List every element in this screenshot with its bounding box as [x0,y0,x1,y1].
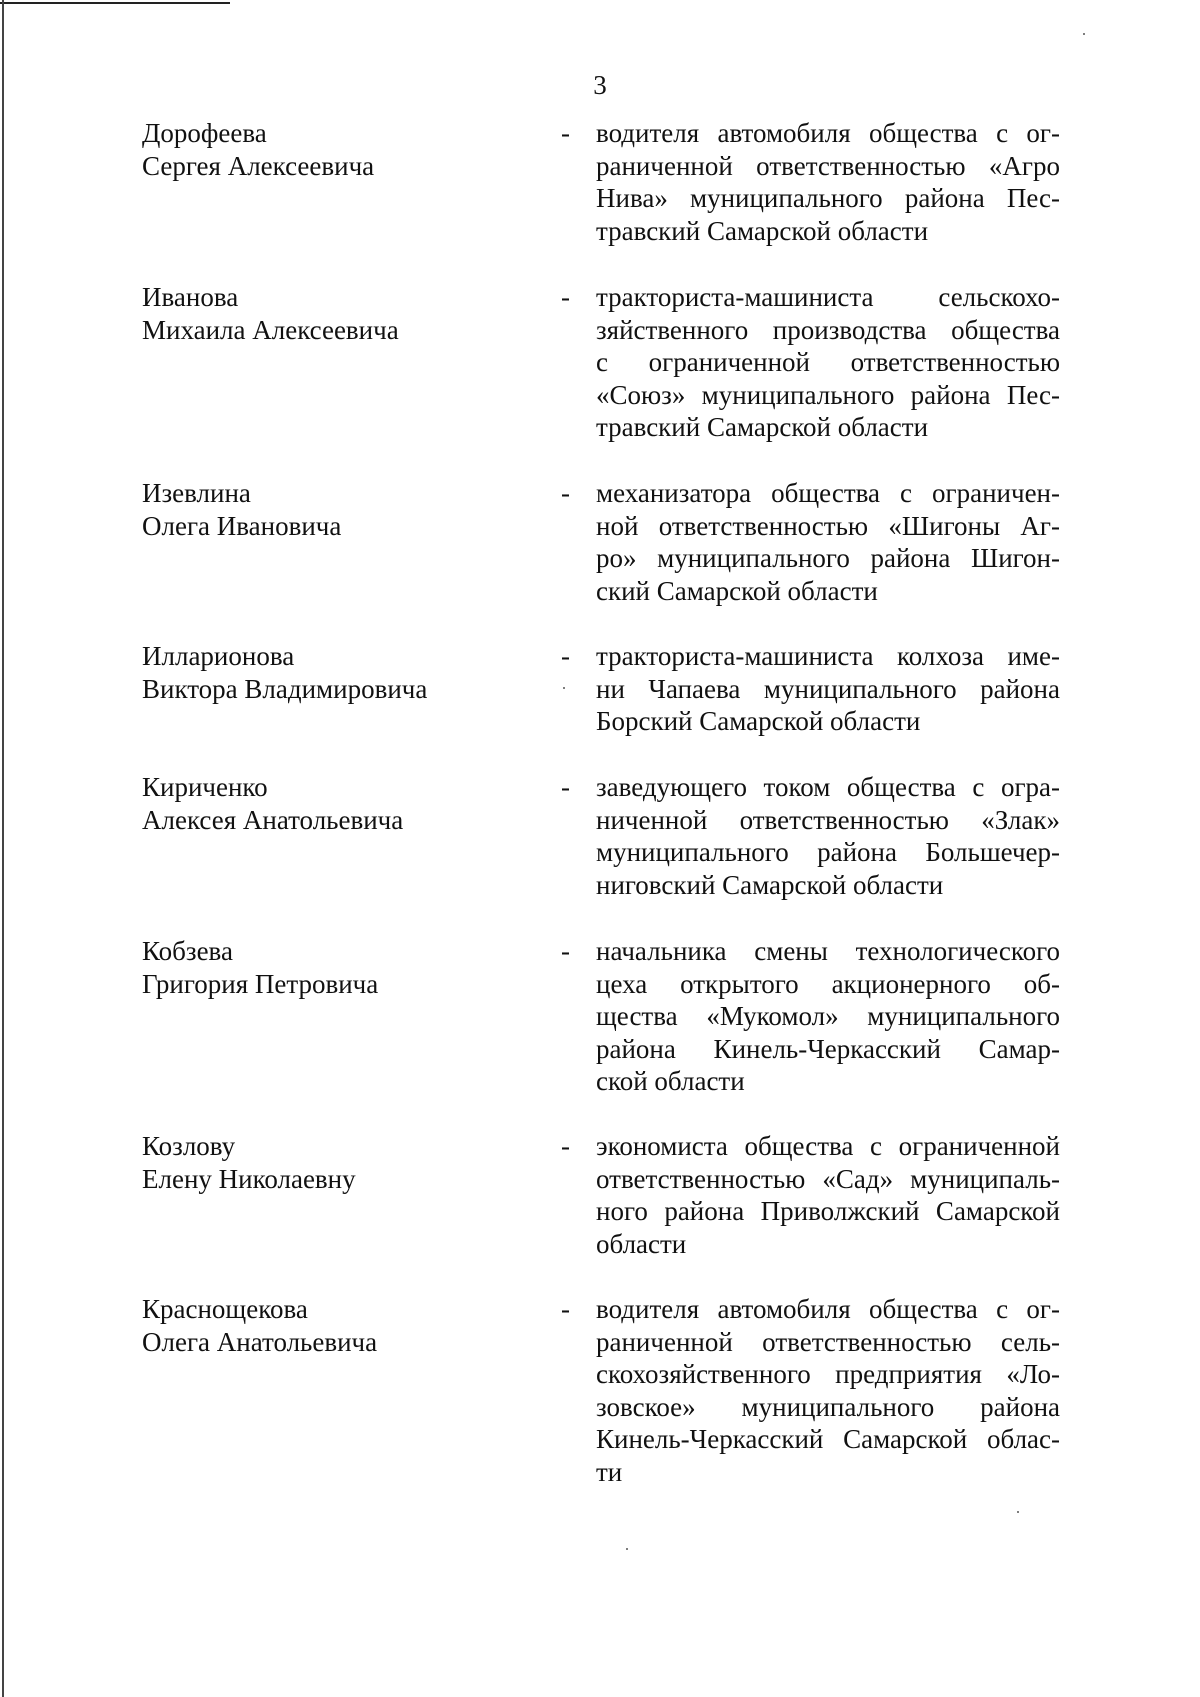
given-names: Олега Анатольевича [142,1326,378,1357]
scan-speck [1083,33,1085,35]
surname: Иванова [142,282,239,312]
scan-speck [563,687,565,689]
position-line: экономиста общества с ограниченной [596,1131,1060,1161]
position-line: «Союз» муниципального района Пес- [596,379,1060,410]
position-line: ниченной ответственностью «Злак» [596,804,1060,835]
dash-separator: - [561,772,570,802]
person-name [142,1130,542,1195]
given-names: Михаила Алексеевича [142,314,399,345]
position-line: тракториста-машиниста сельскохо- [596,282,1060,312]
given-names: Сергея Алексеевича [142,150,375,181]
dash-separator: - [561,1131,570,1161]
position-line: водителя автомобиля общества с ог- [596,118,1060,148]
surname: Илларионова [142,641,295,671]
position-line: травский Самарской области [596,412,929,442]
position-line: ский Самарской области [596,575,878,606]
position-line: с ограниченной ответственностью [596,347,1060,377]
person-name [142,771,542,836]
surname: Дорофеева [142,118,267,148]
position-line: тракториста-машиниста колхоза име- [596,641,1060,671]
dash-separator: - [561,936,570,966]
position-line: ниговский Самарской области [596,869,944,900]
given-names: Виктора Владимировича [142,673,428,704]
position-description [596,117,1060,247]
position-line: цеха открытого акционерного об- [596,968,1060,999]
position-line: ро» муниципального района Шигон- [596,543,1060,573]
scan-border-top [0,2,230,4]
position-line: Нива» муниципального района Пес- [596,183,1060,213]
position-line: механизатора общества с ограничен- [596,478,1060,508]
position-description [596,771,1060,901]
position-description [596,477,1060,607]
dash-separator: - [561,118,570,148]
position-line: щества «Мукомол» муниципального [596,1001,1060,1031]
surname: Краснощекова [142,1294,308,1324]
dash-separator: - [561,641,570,671]
position-line: раниченной ответственностью «Агро [596,150,1060,181]
surname: Кобзева [142,936,233,966]
given-names: Елену Николаевну [142,1163,356,1194]
dash-separator: - [561,282,570,312]
dash-separator: - [561,478,570,508]
person-name [142,1293,542,1358]
position-line: Борский Самарской области [596,706,921,736]
position-description [596,1293,1060,1488]
person-name [142,640,542,705]
position-line: ответственностью «Сад» муниципаль- [596,1163,1060,1194]
position-description [596,281,1060,444]
surname: Козлову [142,1131,236,1161]
position-line: муниципального района Большечер- [596,837,1060,867]
position-line: области [596,1228,687,1259]
position-line: Кинель-Черкасский Самарской облас- [596,1424,1060,1454]
position-line: зовское» муниципального района [596,1391,1060,1422]
position-line: ни Чапаева муниципального района [596,673,1060,704]
position-line: травский Самарской области [596,215,929,246]
position-description [596,640,1060,738]
surname: Кириченко [142,772,268,802]
position-line: скохозяйственного предприятия «Ло- [596,1359,1060,1389]
position-line: начальника смены технологического [596,936,1060,966]
surname: Изевлина [142,478,251,508]
position-line: зяйственного производства общества [596,314,1060,345]
person-name [142,935,542,1000]
given-names: Олега Ивановича [142,510,342,541]
person-name [142,281,542,346]
given-names: Алексея Анатольевича [142,804,404,835]
position-line: раниченной ответственностью сель- [596,1326,1060,1357]
dash-separator: - [561,1294,570,1324]
position-line: заведующего током общества с огра- [596,772,1060,802]
scan-speck [1017,1511,1019,1513]
position-line: ного района Приволжский Самарской [596,1196,1060,1226]
position-line: ти [596,1456,623,1487]
position-line: ной ответственностью «Шигоны Аг- [596,510,1060,541]
given-names: Григория Петровича [142,968,379,999]
position-description [596,935,1060,1098]
position-description [596,1130,1060,1260]
scan-speck [626,1548,628,1550]
position-line: водителя автомобиля общества с ог- [596,1294,1060,1324]
position-line: района Кинель-Черкасский Самар- [596,1033,1060,1064]
page-number: 3 [593,70,607,100]
scan-border-left [2,0,4,1697]
person-name [142,117,542,182]
position-line: ской области [596,1066,745,1096]
person-name [142,477,542,542]
